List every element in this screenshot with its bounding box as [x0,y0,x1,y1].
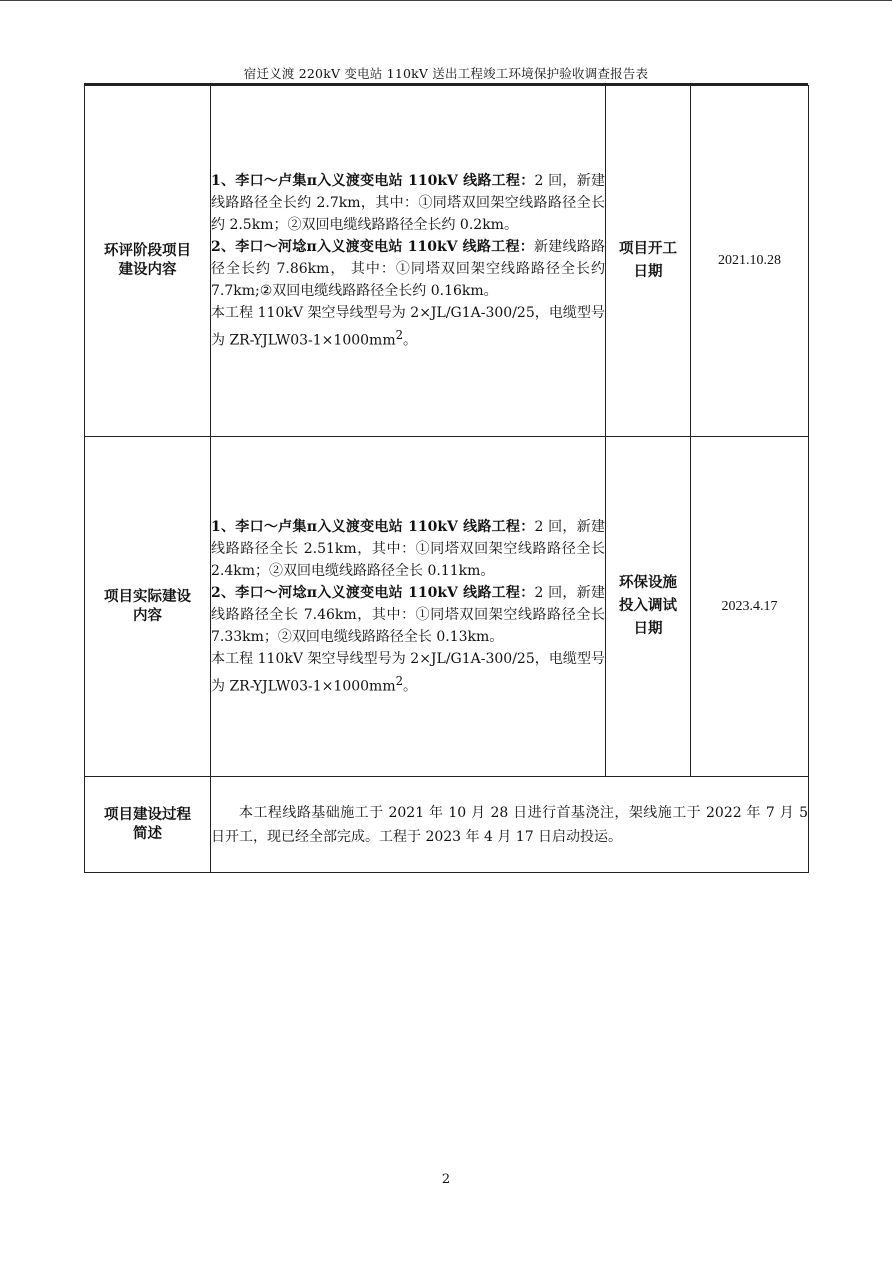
eia-item-2 [211,236,605,302]
eia-label-line1: 环评阶段项目 [104,243,191,259]
process-summary-text: 本工程线路基础施工于 2021 年 10 月 28 日进行首基浇注，架线施工于 2022 年 7 月 5 日开工，现已经全部完成。工程于 2023 年 4 月 17 日启动投运。 [211,804,808,845]
actual-item-3 [211,648,605,698]
eia-item-2-title: 2、李口～河埝π入义渡变电站 110kV 线路工程： [211,239,534,256]
actual-label-cell [85,437,211,777]
actual-item-1-text: 2 回，新建线路路径全长 2.51km，其中：①同塔双回架空线路路径全长 2.4km；②双回电缆线路路径全长 0.11km。 [211,518,605,579]
actual-row [85,437,809,777]
page-number: 2 [441,1172,451,1187]
eia-item-3-text: 本工程 110kV 架空导线型号为 2×JL/G1A-300/25，电缆型号为 ZR-YJLW03-1×1000mm [211,305,605,349]
eia-item-1-text: 2 回，新建线路路径全长约 2.7km，其中：①同塔双回架空线路路径全长约 2.5km；②双回电缆线路路径全长约 0.2km。 [211,173,605,234]
commission-date-label-line1: 环保设施 [619,575,677,591]
actual-item-2-text: 2 回，新建线路路径全长 7.46km，其中：①同塔双回架空线路路径全长 7.33km；②双回电缆线路路径全长 0.13km。 [211,584,605,645]
eia-content-cell [211,86,606,437]
actual-item-3-text: 本工程 110kV 架空导线型号为 2×JL/G1A-300/25，电缆型号为 ZR-YJLW03-1×1000mm [211,650,605,695]
process-label-line2: 简述 [133,825,162,842]
report-header-title: 宿迁义渡 220kV 变电站 110kV 送出工程竣工环境保护验收调查报告表 [243,66,649,81]
eia-item-3-sup: 2 [395,328,404,343]
actual-item-3-end: 。 [403,678,418,695]
actual-label-line2: 内容 [133,607,162,624]
commission-date-label-line3: 日期 [633,621,663,637]
actual-item-1 [211,516,605,582]
commission-date-label-line2: 投入调试 [619,598,677,614]
actual-label-line1: 项目实际建设 [104,588,191,605]
actual-item-1-title: 1、李口～卢集π入义渡变电站 110kV 线路工程： [211,518,535,535]
eia-row [85,86,809,437]
eia-label-line2: 建设内容 [118,262,177,278]
actual-item-2-title: 2、李口～河埝π入义渡变电站 110kV 线路工程： [211,584,535,601]
actual-item-2 [211,582,605,648]
process-summary-cell [211,777,809,873]
top-border-line [0,0,892,1]
process-label-cell [85,777,211,873]
eia-item-2-text: 新建线路路径全长约 7.86km， 其中：①同塔双回架空线路路径全长约 7.7km;②双回电缆线路路径全长约 0.16km。 [211,239,606,300]
eia-item-3-end: 。 [403,332,418,349]
process-row [85,777,809,873]
actual-content-cell [211,437,606,777]
actual-item-3-sup: 2 [395,673,404,688]
report-table [84,85,809,873]
start-date-value: 2021.10.28 [691,86,809,437]
eia-item-1-title: 1、李口～卢集π入义渡变电站 110kV 线路工程： [211,173,535,190]
process-label-line1: 项目建设过程 [104,806,191,823]
commission-date-value: 2023.4.17 [691,437,809,777]
start-date-label-line1: 项目开工 [619,241,677,257]
eia-item-1 [211,170,605,236]
eia-label-cell [85,86,211,437]
commission-date-label-cell [606,437,691,777]
eia-item-3 [211,302,605,352]
start-date-label-line2: 日期 [633,264,663,280]
start-date-label-cell [606,86,691,437]
